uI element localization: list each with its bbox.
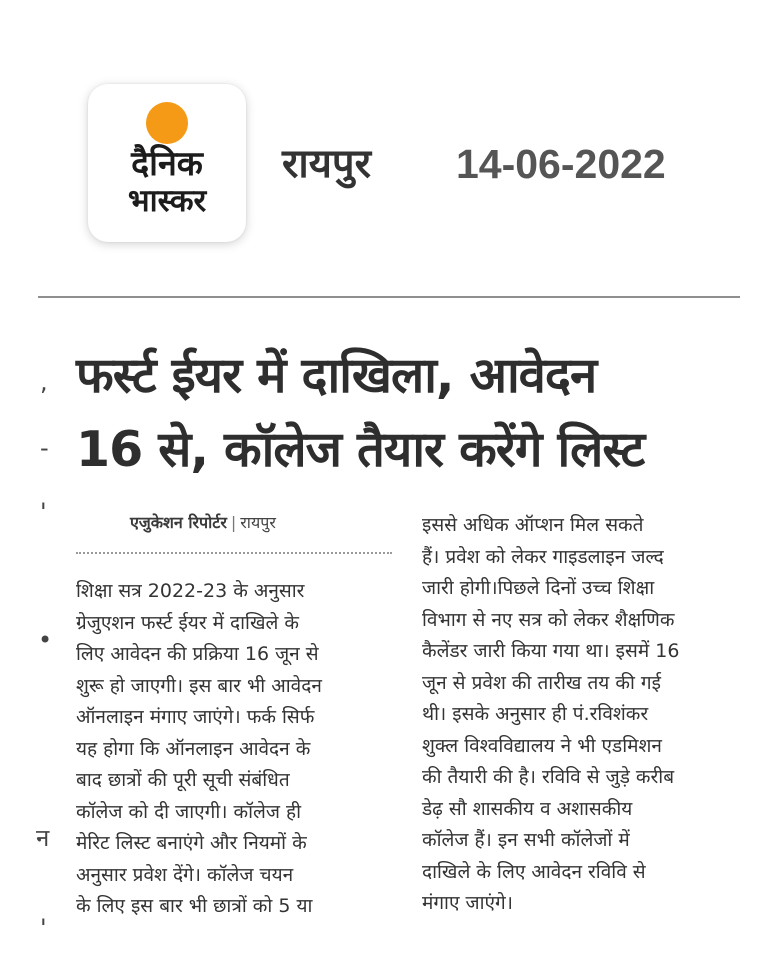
text-line: मेरिट लिस्ट बनाएंगे और नियमों के — [76, 832, 307, 854]
margin-mark: ' — [40, 498, 47, 526]
sun-icon — [146, 102, 188, 144]
byline-reporter: एजुकेशन रिपोर्टर — [130, 513, 227, 532]
logo-text-line1: दैनिक — [131, 144, 203, 184]
text-line: शिक्षा सत्र 2022-23 के अनुसार — [76, 580, 305, 602]
text-line: हैं। प्रवेश को लेकर गाइडलाइन जल्द — [422, 545, 664, 568]
text-line: कैलेंडर जारी किया गया था। इसमें 16 — [422, 640, 680, 662]
byline-separator: | — [230, 513, 237, 532]
text-line: जून से प्रवेश की तारीख तय की गई — [422, 671, 661, 694]
text-line: इससे अधिक ऑप्शन मिल सकते — [422, 514, 644, 536]
text-line: विभाग से नए सत्र को लेकर शैक्षणिक — [422, 608, 675, 631]
edition-city: रायपुर — [282, 141, 371, 187]
margin-mark: - — [40, 434, 49, 462]
text-line: कॉलेज हैं। इन सभी कॉलेजों में — [422, 829, 630, 851]
text-line: लिए आवेदन की प्रक्रिया 16 जून से — [76, 643, 319, 665]
text-line: दाखिले के लिए आवेदन रविवि से — [422, 860, 646, 883]
text-line: कॉलेज को दी जाएगी। कॉलेज ही — [76, 800, 302, 823]
article-column-1 — [76, 576, 394, 923]
margin-mark: ' — [40, 914, 47, 942]
text-line: शुक्ल विश्वविद्यालय ने भी एडमिशन — [422, 734, 662, 757]
byline-divider — [76, 552, 392, 554]
text-line: थी। इसके अनुसार ही पं.रविशंकर — [422, 703, 649, 725]
newspaper-logo — [88, 84, 246, 242]
edition-date: 14-06-2022 — [456, 141, 666, 187]
text-line: यह होगा कि ऑनलाइन आवेदन के — [76, 737, 311, 760]
margin-mark: • — [38, 626, 53, 654]
headline-line-1: फर्स्ट ईयर में दाखिला, आवेदन — [76, 347, 597, 404]
text-line: अनुसार प्रवेश देंगे। कॉलेज चयन — [76, 863, 294, 886]
byline-place: रायपुर — [240, 513, 276, 532]
text-line: डेढ़ सौ शासकीय व अशासकीय — [422, 797, 633, 820]
header-divider — [38, 296, 740, 298]
article-column-2 — [422, 510, 746, 920]
text-line: शुरू हो जाएगी। इस बार भी आवेदन — [76, 674, 322, 697]
logo-text-line2: भास्कर — [127, 183, 207, 219]
byline — [130, 512, 276, 534]
text-line: बाद छात्रों की पूरी सूची संबंधित — [76, 769, 290, 791]
text-line: के लिए इस बार भी छात्रों को 5 या — [76, 895, 313, 917]
margin-mark: , — [40, 368, 48, 396]
margin-mark: न — [36, 824, 50, 852]
text-line: मंगाए जाएंगे। — [422, 892, 513, 914]
text-line: की तैयारी की है। रविवि से जुड़े करीब — [422, 766, 675, 788]
headline-line-2: 16 से, कॉलेज तैयार करेंगे लिस्ट — [76, 421, 645, 478]
text-line: जारी होगी।पिछले दिनों उच्च शिक्षा — [422, 577, 655, 599]
text-line: ग्रेजुएशन फर्स्ट ईयर में दाखिले के — [76, 611, 300, 634]
text-line: ऑनलाइन मंगाए जाएंगे। फर्क सिर्फ — [76, 706, 315, 728]
